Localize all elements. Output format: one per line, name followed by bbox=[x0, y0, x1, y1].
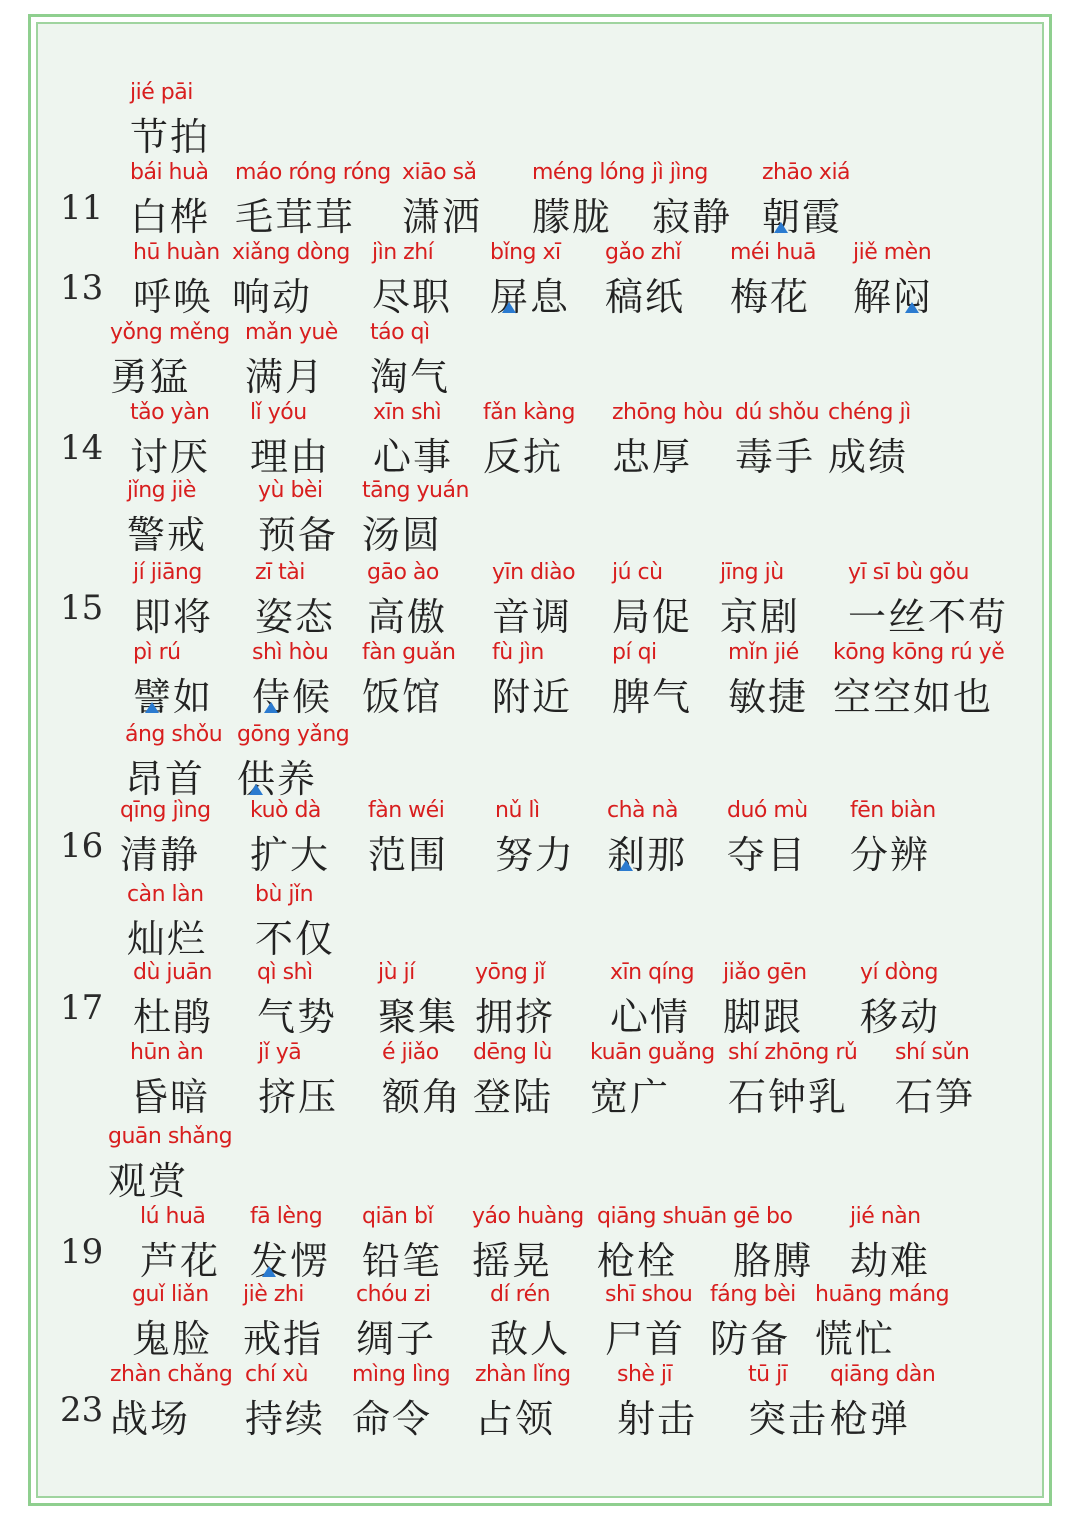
hanzi: 忠厚 bbox=[612, 435, 693, 479]
pinyin: dù juān bbox=[133, 960, 212, 985]
hanzi: 夺目 bbox=[727, 833, 808, 877]
pinyin: jì jìng bbox=[652, 160, 708, 185]
hanzi: 枪弹 bbox=[830, 1397, 911, 1441]
hanzi: 慌忙 bbox=[815, 1317, 896, 1361]
hanzi: 京剧 bbox=[720, 595, 801, 639]
hanzi: 尸首 bbox=[605, 1317, 686, 1361]
lesson-number: 16 bbox=[60, 826, 104, 866]
polyphone-mark-icon bbox=[905, 302, 919, 313]
hanzi: 拥挤 bbox=[475, 995, 556, 1039]
pinyin: yí dòng bbox=[860, 960, 938, 985]
hanzi: 心事 bbox=[373, 435, 454, 479]
pinyin: fǎn kàng bbox=[483, 400, 575, 425]
pinyin: é jiǎo bbox=[382, 1040, 439, 1065]
hanzi: 观赏 bbox=[108, 1159, 189, 1203]
hanzi: 淘气 bbox=[370, 355, 451, 399]
hanzi: 占领 bbox=[475, 1397, 556, 1441]
hanzi: 不仅 bbox=[255, 917, 336, 961]
lesson-number: 17 bbox=[60, 988, 104, 1028]
hanzi: 命令 bbox=[352, 1397, 433, 1441]
pinyin: shí zhōng rǔ bbox=[728, 1040, 858, 1065]
hanzi: 心情 bbox=[610, 995, 691, 1039]
polyphone-mark-icon bbox=[502, 302, 516, 313]
pinyin: fáng bèi bbox=[710, 1282, 796, 1307]
lesson-number: 23 bbox=[60, 1390, 104, 1430]
hanzi: 高傲 bbox=[367, 595, 448, 639]
hanzi: 音调 bbox=[492, 595, 573, 639]
hanzi: 气势 bbox=[257, 995, 338, 1039]
pinyin: mǐn jié bbox=[728, 640, 799, 665]
pinyin: zhàn lǐng bbox=[475, 1362, 571, 1387]
pinyin: gǎo zhǐ bbox=[605, 240, 682, 265]
pinyin: bǐng xī bbox=[490, 240, 561, 265]
pinyin: áng shǒu bbox=[125, 722, 223, 747]
hanzi: 枪栓 bbox=[597, 1239, 678, 1283]
hanzi: 一丝不苟 bbox=[848, 595, 1009, 639]
polyphone-mark-icon bbox=[249, 784, 263, 795]
hanzi: 移动 bbox=[860, 995, 941, 1039]
pinyin: chà nà bbox=[607, 798, 678, 823]
pinyin: jié pāi bbox=[130, 80, 193, 105]
pinyin: fàn wéi bbox=[368, 798, 445, 823]
polyphone-mark-icon bbox=[619, 860, 633, 871]
hanzi: 勇猛 bbox=[110, 355, 191, 399]
hanzi: 持续 bbox=[245, 1397, 326, 1441]
polyphone-mark-icon bbox=[774, 222, 788, 233]
pinyin: chí xù bbox=[245, 1362, 309, 1387]
hanzi: 战场 bbox=[110, 1397, 191, 1441]
pinyin: shì hòu bbox=[252, 640, 329, 665]
pinyin: mìng lìng bbox=[352, 1362, 451, 1387]
hanzi: 姿态 bbox=[255, 595, 336, 639]
pinyin: tāng yuán bbox=[362, 478, 469, 503]
pinyin: fù jìn bbox=[492, 640, 544, 665]
hanzi: 昂首 bbox=[125, 757, 206, 801]
pinyin: méng lóng bbox=[532, 160, 645, 185]
hanzi: 戒指 bbox=[243, 1317, 324, 1361]
hanzi: 毒手 bbox=[735, 435, 816, 479]
hanzi: 石笋 bbox=[895, 1075, 976, 1119]
hanzi: 灿烂 bbox=[127, 917, 208, 961]
pinyin: xīn qíng bbox=[610, 960, 695, 985]
pinyin: yī sī bù gǒu bbox=[848, 560, 969, 585]
hanzi: 呼唤 bbox=[133, 275, 214, 319]
hanzi: 杜鹃 bbox=[133, 995, 214, 1039]
pinyin: pì rú bbox=[133, 640, 181, 665]
pinyin: jí jiāng bbox=[133, 560, 202, 585]
hanzi: 讨厌 bbox=[130, 435, 211, 479]
hanzi: 清静 bbox=[120, 833, 201, 877]
pinyin: xiǎng dòng bbox=[232, 240, 350, 265]
hanzi: 预备 bbox=[258, 513, 339, 557]
pinyin: shī shou bbox=[605, 1282, 693, 1307]
pinyin: bái huà bbox=[130, 160, 209, 185]
pinyin: fēn biàn bbox=[850, 798, 936, 823]
pinyin: méi huā bbox=[730, 240, 816, 265]
pinyin: xiāo sǎ bbox=[402, 160, 477, 185]
pinyin: zhāo xiá bbox=[762, 160, 851, 185]
polyphone-mark-icon bbox=[264, 702, 278, 713]
pinyin: zhōng hòu bbox=[612, 400, 723, 425]
pinyin: jìn zhí bbox=[372, 240, 434, 265]
lesson-number: 15 bbox=[60, 588, 104, 628]
hanzi: 朝霞 bbox=[762, 195, 843, 239]
pinyin: zhàn chǎng bbox=[110, 1362, 233, 1387]
pinyin: lǐ yóu bbox=[250, 400, 307, 425]
hanzi: 额角 bbox=[382, 1075, 463, 1119]
hanzi: 脾气 bbox=[612, 675, 693, 719]
hanzi: 寂静 bbox=[652, 195, 733, 239]
hanzi: 尽职 bbox=[372, 275, 453, 319]
pinyin: jiǎo gēn bbox=[723, 960, 807, 985]
hanzi: 潇洒 bbox=[402, 195, 483, 239]
pinyin: yù bèi bbox=[258, 478, 323, 503]
pinyin: shí sǔn bbox=[895, 1040, 970, 1065]
hanzi: 梅花 bbox=[730, 275, 811, 319]
hanzi: 响动 bbox=[232, 275, 313, 319]
pinyin: chóu zi bbox=[356, 1282, 431, 1307]
pinyin: kuān guǎng bbox=[590, 1040, 715, 1065]
pinyin: tū jī bbox=[748, 1362, 788, 1387]
hanzi: 发愣 bbox=[250, 1239, 331, 1283]
hanzi: 分辨 bbox=[850, 833, 931, 877]
polyphone-mark-icon bbox=[145, 702, 159, 713]
pinyin: dí rén bbox=[490, 1282, 551, 1307]
hanzi: 突击 bbox=[748, 1397, 829, 1441]
pinyin: kuò dà bbox=[250, 798, 321, 823]
hanzi: 挤压 bbox=[258, 1075, 339, 1119]
pinyin: càn làn bbox=[127, 882, 204, 907]
hanzi: 供养 bbox=[237, 757, 318, 801]
hanzi: 毛茸茸 bbox=[235, 195, 356, 239]
hanzi: 饭馆 bbox=[362, 675, 443, 719]
hanzi: 理由 bbox=[250, 435, 331, 479]
hanzi: 昏暗 bbox=[130, 1075, 211, 1119]
hanzi: 屏息 bbox=[490, 275, 571, 319]
pinyin: jǐ yā bbox=[258, 1040, 302, 1065]
hanzi: 宽广 bbox=[590, 1075, 671, 1119]
pinyin: tǎo yàn bbox=[130, 400, 210, 425]
pinyin: jié nàn bbox=[850, 1204, 921, 1229]
hanzi: 射击 bbox=[617, 1397, 698, 1441]
pinyin: hū huàn bbox=[133, 240, 220, 265]
hanzi: 扩大 bbox=[250, 833, 331, 877]
hanzi: 成绩 bbox=[828, 435, 909, 479]
pinyin: xīn shì bbox=[373, 400, 442, 425]
hanzi: 芦花 bbox=[140, 1239, 221, 1283]
pinyin: jù jí bbox=[378, 960, 415, 985]
pinyin: qiān bǐ bbox=[362, 1204, 434, 1229]
pinyin: dú shǒu bbox=[735, 400, 820, 425]
hanzi: 刹那 bbox=[607, 833, 688, 877]
hanzi: 白桦 bbox=[130, 195, 211, 239]
pinyin: dēng lù bbox=[473, 1040, 552, 1065]
pinyin: kōng kōng rú yě bbox=[833, 640, 1005, 665]
pinyin: qì shì bbox=[257, 960, 313, 985]
hanzi: 防备 bbox=[710, 1317, 791, 1361]
hanzi: 绸子 bbox=[356, 1317, 437, 1361]
hanzi: 汤圆 bbox=[362, 513, 443, 557]
pinyin: yīn diào bbox=[492, 560, 576, 585]
hanzi: 努力 bbox=[495, 833, 576, 877]
hanzi: 解闷 bbox=[853, 275, 934, 319]
pinyin: yáo huàng bbox=[472, 1204, 584, 1229]
pinyin: gāo ào bbox=[367, 560, 439, 585]
hanzi: 反抗 bbox=[483, 435, 564, 479]
lesson-number: 11 bbox=[60, 188, 104, 228]
pinyin: lú huā bbox=[140, 1204, 206, 1229]
lesson-number: 19 bbox=[60, 1232, 104, 1272]
hanzi: 脚跟 bbox=[723, 995, 804, 1039]
lesson-number: 14 bbox=[60, 428, 104, 468]
hanzi: 铅笔 bbox=[362, 1239, 443, 1283]
pinyin: jiě mèn bbox=[853, 240, 932, 265]
hanzi: 附近 bbox=[492, 675, 573, 719]
pinyin: pí qi bbox=[612, 640, 657, 665]
pinyin: jú cù bbox=[612, 560, 663, 585]
pinyin: bù jǐn bbox=[255, 882, 314, 907]
pinyin: mǎn yuè bbox=[245, 320, 338, 345]
hanzi: 侍候 bbox=[252, 675, 333, 719]
hanzi: 敏捷 bbox=[728, 675, 809, 719]
hanzi: 鬼脸 bbox=[132, 1317, 213, 1361]
hanzi: 满月 bbox=[245, 355, 326, 399]
pinyin: shè jī bbox=[617, 1362, 673, 1387]
pinyin: zī tài bbox=[255, 560, 305, 585]
hanzi: 朦胧 bbox=[532, 195, 613, 239]
pinyin: jǐng jiè bbox=[127, 478, 196, 503]
pinyin: qīng jìng bbox=[120, 798, 211, 823]
pinyin: fā lèng bbox=[250, 1204, 323, 1229]
hanzi: 譬如 bbox=[133, 675, 214, 719]
hanzi: 范围 bbox=[368, 833, 449, 877]
pinyin: guān shǎng bbox=[108, 1124, 233, 1149]
pinyin: máo róng róng bbox=[235, 160, 391, 185]
hanzi: 劫难 bbox=[850, 1239, 931, 1283]
pinyin: guǐ liǎn bbox=[132, 1282, 209, 1307]
hanzi: 登陆 bbox=[473, 1075, 554, 1119]
hanzi: 摇晃 bbox=[472, 1239, 553, 1283]
pinyin: qiāng dàn bbox=[830, 1362, 936, 1387]
lesson-number: 13 bbox=[60, 268, 104, 308]
pinyin: chéng jì bbox=[828, 400, 911, 425]
pinyin: gōng yǎng bbox=[237, 722, 350, 747]
hanzi: 即将 bbox=[133, 595, 214, 639]
pinyin: jiè zhi bbox=[243, 1282, 304, 1307]
pinyin: yǒng měng bbox=[110, 320, 230, 345]
pinyin: jīng jù bbox=[720, 560, 784, 585]
pinyin: qiāng shuān bbox=[597, 1204, 727, 1229]
polyphone-mark-icon bbox=[262, 1266, 276, 1277]
hanzi: 敌人 bbox=[490, 1317, 571, 1361]
pinyin: fàn guǎn bbox=[362, 640, 456, 665]
pinyin: yōng jǐ bbox=[475, 960, 546, 985]
hanzi: 胳膊 bbox=[733, 1239, 814, 1283]
pinyin: duó mù bbox=[727, 798, 808, 823]
hanzi: 空空如也 bbox=[833, 675, 994, 719]
pinyin: táo qì bbox=[370, 320, 430, 345]
pinyin: hūn àn bbox=[130, 1040, 204, 1065]
pinyin: gē bo bbox=[733, 1204, 793, 1229]
hanzi: 局促 bbox=[612, 595, 693, 639]
pinyin: nǔ lì bbox=[495, 798, 540, 823]
hanzi: 聚集 bbox=[378, 995, 459, 1039]
hanzi: 稿纸 bbox=[605, 275, 686, 319]
hanzi: 石钟乳 bbox=[728, 1075, 849, 1119]
hanzi: 节拍 bbox=[130, 115, 211, 159]
hanzi: 警戒 bbox=[127, 513, 208, 557]
pinyin: huāng máng bbox=[815, 1282, 950, 1307]
